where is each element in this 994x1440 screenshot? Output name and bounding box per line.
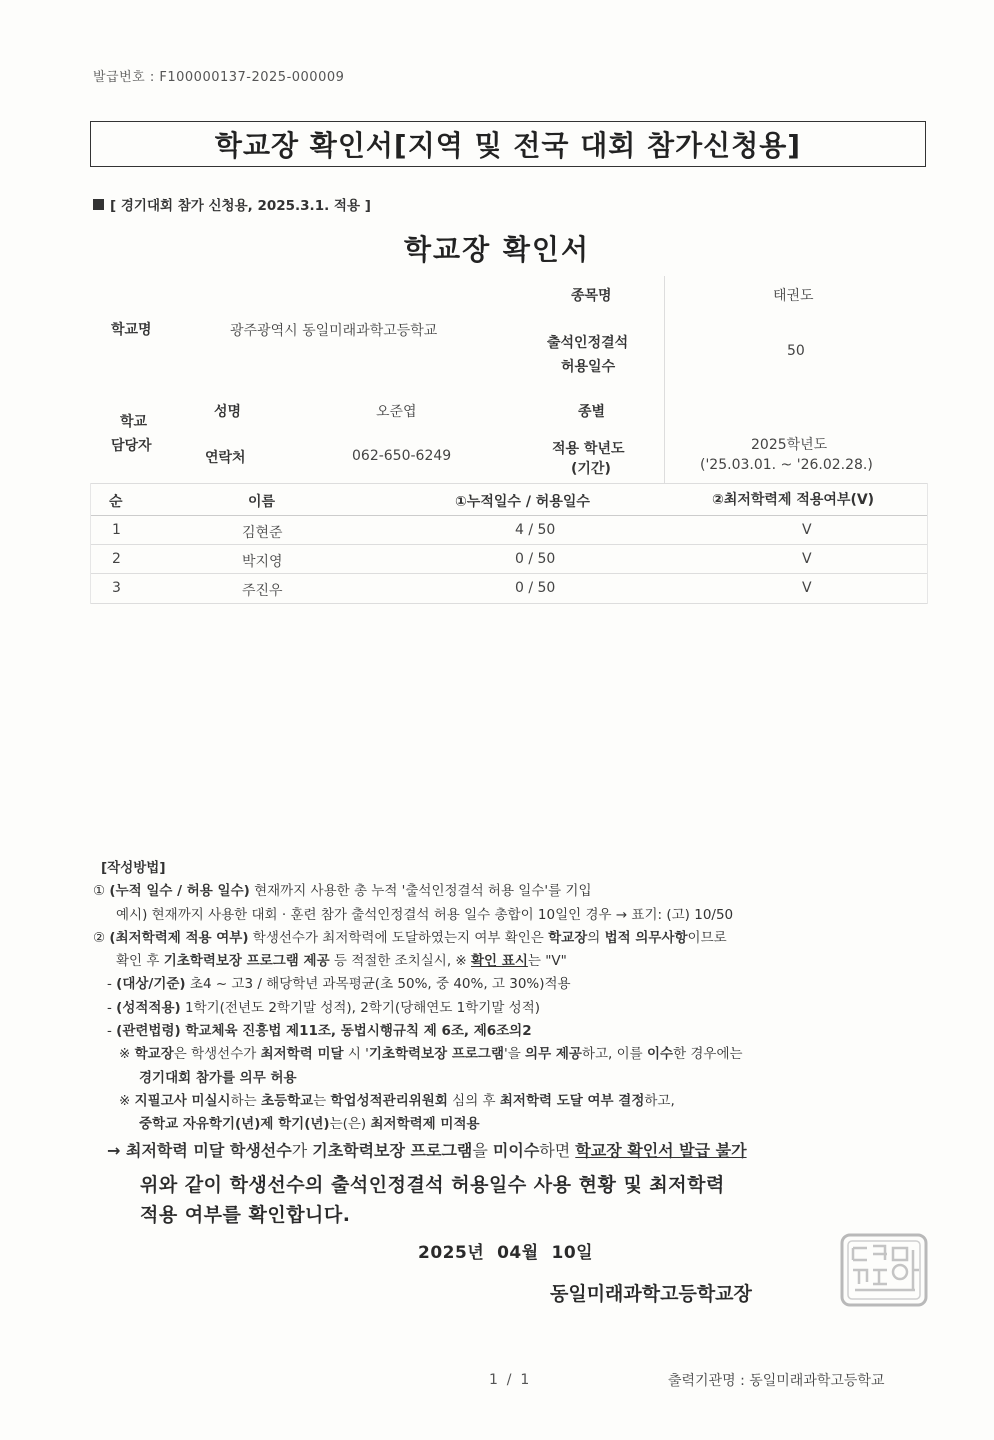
issue-date: 2025년 04월 10일 (418, 1243, 594, 1263)
note-text: 하는 (230, 1092, 261, 1109)
note-2-line-2 (93, 950, 923, 973)
note-text: (대상/기준) (116, 976, 186, 993)
note-text: ※ (119, 1092, 135, 1109)
note-1 (93, 880, 923, 903)
table-right-border (927, 483, 928, 604)
confirmation-line: 위와 같이 학생선수의 출석인정결석 허용일수 사용 현황 및 최저학력 (140, 1174, 725, 1196)
note-text: 의무 제공 (525, 1046, 582, 1063)
page-number: 1 / 1 (489, 1372, 530, 1388)
table-cell: V (802, 551, 812, 567)
note-text: '을 (504, 1046, 526, 1063)
year-value-2: ('25.03.01. ~ '26.02.28.) (700, 457, 873, 473)
event-label: 종목명 (571, 288, 612, 304)
note-text: 는 (313, 1092, 331, 1109)
absence-label-1: 출석인정결석 (547, 335, 629, 351)
manager-label-2: 담당자 (111, 438, 152, 454)
contact-label: 연락처 (205, 450, 246, 466)
note-text: (성적적용) (116, 999, 181, 1016)
note-text: 등 적절한 조치실시, ※ (329, 953, 472, 970)
note-text: 학생선수가 최저학력에 도달하였는지 여부 확인은 (248, 929, 549, 946)
absence-label-2: 허용일수 (561, 359, 616, 375)
info-bottom-rule (90, 483, 928, 484)
note-text: 1학기(전년도 2학기말 성적), 2학기(당해연도 1학기말 성적) (180, 999, 541, 1016)
detail-grades (93, 997, 923, 1020)
note-text: 을 (472, 1140, 493, 1160)
note-text: → (107, 1140, 126, 1160)
table-cell: 0 / 50 (515, 580, 556, 596)
note-number: ① (93, 883, 106, 900)
row-rule (90, 544, 928, 545)
note-text: 초4 ~ 고3 / 해당학년 과목평균(초 50%, 중 40%, 고 30%)적용 (185, 976, 571, 993)
header-cell: 이름 (248, 494, 276, 510)
note-text: 는 "V" (527, 953, 567, 970)
header-cell: 순 (109, 494, 123, 510)
note-text: 기초학력보장 프로그램 (312, 1140, 473, 1160)
confirmation-statement (140, 1170, 725, 1230)
note-text: 확인 표시 (471, 953, 528, 970)
table-left-border (90, 483, 91, 604)
note-title: (누적 일수 / 허용 일수) (109, 883, 250, 900)
contact-value: 062-650-6249 (352, 448, 452, 464)
year-value-1: 2025학년도 (751, 437, 828, 453)
table-cell: 1 (112, 522, 121, 538)
print-organization: 출력기관명 : 동일미래과학고등학교 (668, 1373, 885, 1389)
document-title: 학교장 확인서[지역 및 전국 대회 참가신청용] (90, 121, 926, 167)
detail-target (93, 973, 923, 996)
note-text: - (107, 999, 117, 1016)
type-label: 종별 (578, 404, 606, 420)
note-text: 한 경우에는 (673, 1046, 743, 1063)
principal-title: 동일미래과학고등학교장 (550, 1283, 752, 1305)
note-number: ② (93, 929, 106, 946)
writing-instructions (93, 857, 923, 1165)
table-cell: 주진우 (242, 583, 283, 599)
note-text: 최저학력 미달 (260, 1046, 344, 1063)
manager-label-1: 학교 (120, 414, 148, 430)
note-text: 학업성적관리위원회 (330, 1092, 448, 1109)
subtitle-text: [ 경기대회 참가 신청용, 2025.3.1. 적용 ] (110, 198, 371, 214)
sub-note-2 (93, 1090, 923, 1113)
confirmation-line: 적용 여부를 확인합니다. (140, 1204, 351, 1226)
table-cell: V (802, 522, 812, 538)
note-title: (최저학력제 적용 여부) (109, 929, 249, 946)
sub-note-1 (93, 1043, 923, 1066)
event-value: 태권도 (773, 288, 814, 304)
info-divider (664, 276, 665, 483)
note-text: (관련법령) 학교체육 진흥법 제11조, 동법시행규칙 제 6조, 제6조의2 (116, 1023, 532, 1040)
note-text: 하고, (644, 1092, 675, 1109)
note-text: 중학교 자유학기(년)제 학기(년) (139, 1116, 330, 1133)
note-text: 이수 (646, 1046, 674, 1063)
school-seal-stamp (839, 1232, 929, 1308)
note-text: 미이수 (492, 1140, 540, 1160)
note-text: 시 ' (343, 1046, 369, 1063)
note-text: 하고, 이를 (581, 1046, 647, 1063)
table-cell: 2 (112, 551, 121, 567)
subtitle (93, 194, 371, 214)
sub-note-1-line-2: 경기대회 참가를 의무 허용 (139, 1069, 297, 1086)
table-cell: V (802, 580, 812, 596)
header-cell: ②최저학력제 적용여부(V) (712, 492, 875, 508)
square-bullet-icon (93, 199, 104, 210)
note-text: - (107, 1023, 117, 1040)
note-text: - (107, 976, 117, 993)
note-text: 가 (291, 1140, 313, 1160)
table-cell: 3 (112, 580, 121, 596)
arrow-note (93, 1137, 923, 1165)
note-text: 은 학생선수가 (173, 1046, 261, 1063)
row-rule (90, 603, 928, 604)
note-text: 학교장 (548, 929, 588, 946)
name-label: 성명 (214, 404, 242, 420)
note-text: 심의 후 (447, 1092, 500, 1109)
year-label-2: (기간) (571, 461, 611, 477)
note-text: 이므로 (687, 929, 727, 946)
absence-value: 50 (787, 343, 805, 359)
note-2 (93, 927, 923, 950)
note-text: 최저학력제 미적용 (370, 1116, 480, 1133)
note-text: 는(은) (329, 1116, 371, 1133)
main-heading: 학교장 확인서 (403, 233, 591, 266)
note-text: 기초학력보장 프로그램 제공 (163, 953, 330, 970)
note-text: 최저학력 도달 여부 결정 (499, 1092, 645, 1109)
table-cell: 0 / 50 (515, 551, 556, 567)
table-cell: 김현준 (242, 525, 283, 541)
note-text: ※ (119, 1046, 135, 1063)
header-cell: ①누적일수 / 허용일수 (455, 494, 590, 510)
note-text: 기초학력보장 프로그램 (368, 1046, 504, 1063)
note-text: 법적 의무사항 (604, 929, 688, 946)
name-value: 오준엽 (376, 404, 417, 420)
school-value: 광주광역시 동일미래과학고등학교 (230, 323, 438, 339)
detail-law (93, 1020, 923, 1043)
seal-icon (839, 1232, 929, 1308)
note-text: 지필고사 미실시 (134, 1092, 231, 1109)
school-label: 학교명 (111, 322, 152, 338)
year-label-1: 적용 학년도 (552, 441, 625, 457)
notes-heading: [작성방법] (101, 860, 166, 876)
table-cell: 박지영 (242, 554, 283, 570)
note-text: 의 (587, 929, 605, 946)
note-text: 학교장 확인서 발급 불가 (575, 1140, 747, 1160)
note-text: 하면 (539, 1140, 576, 1160)
note-text: 확인 후 (116, 953, 164, 970)
note-text: 초등학교 (260, 1092, 314, 1109)
note-1-example: 예시) 현재까지 사용한 대회 · 훈련 참가 출석인정결석 허용 일수 총합이 10일인 경우 → 표기: (고) 10/50 (116, 906, 734, 923)
issue-number: 발급번호 : F100000137-2025-000009 (93, 70, 345, 85)
note-text: 최저학력 미달 학생선수 (125, 1140, 292, 1160)
table-cell: 4 / 50 (515, 522, 556, 538)
row-rule (90, 573, 928, 574)
note-text: 학교장 (134, 1046, 174, 1063)
sub-note-2-line-2 (93, 1113, 923, 1136)
header-rule (90, 515, 928, 516)
note-text: 현재까지 사용한 총 누적 '출석인정결석 허용 일수'를 기입 (249, 883, 592, 900)
